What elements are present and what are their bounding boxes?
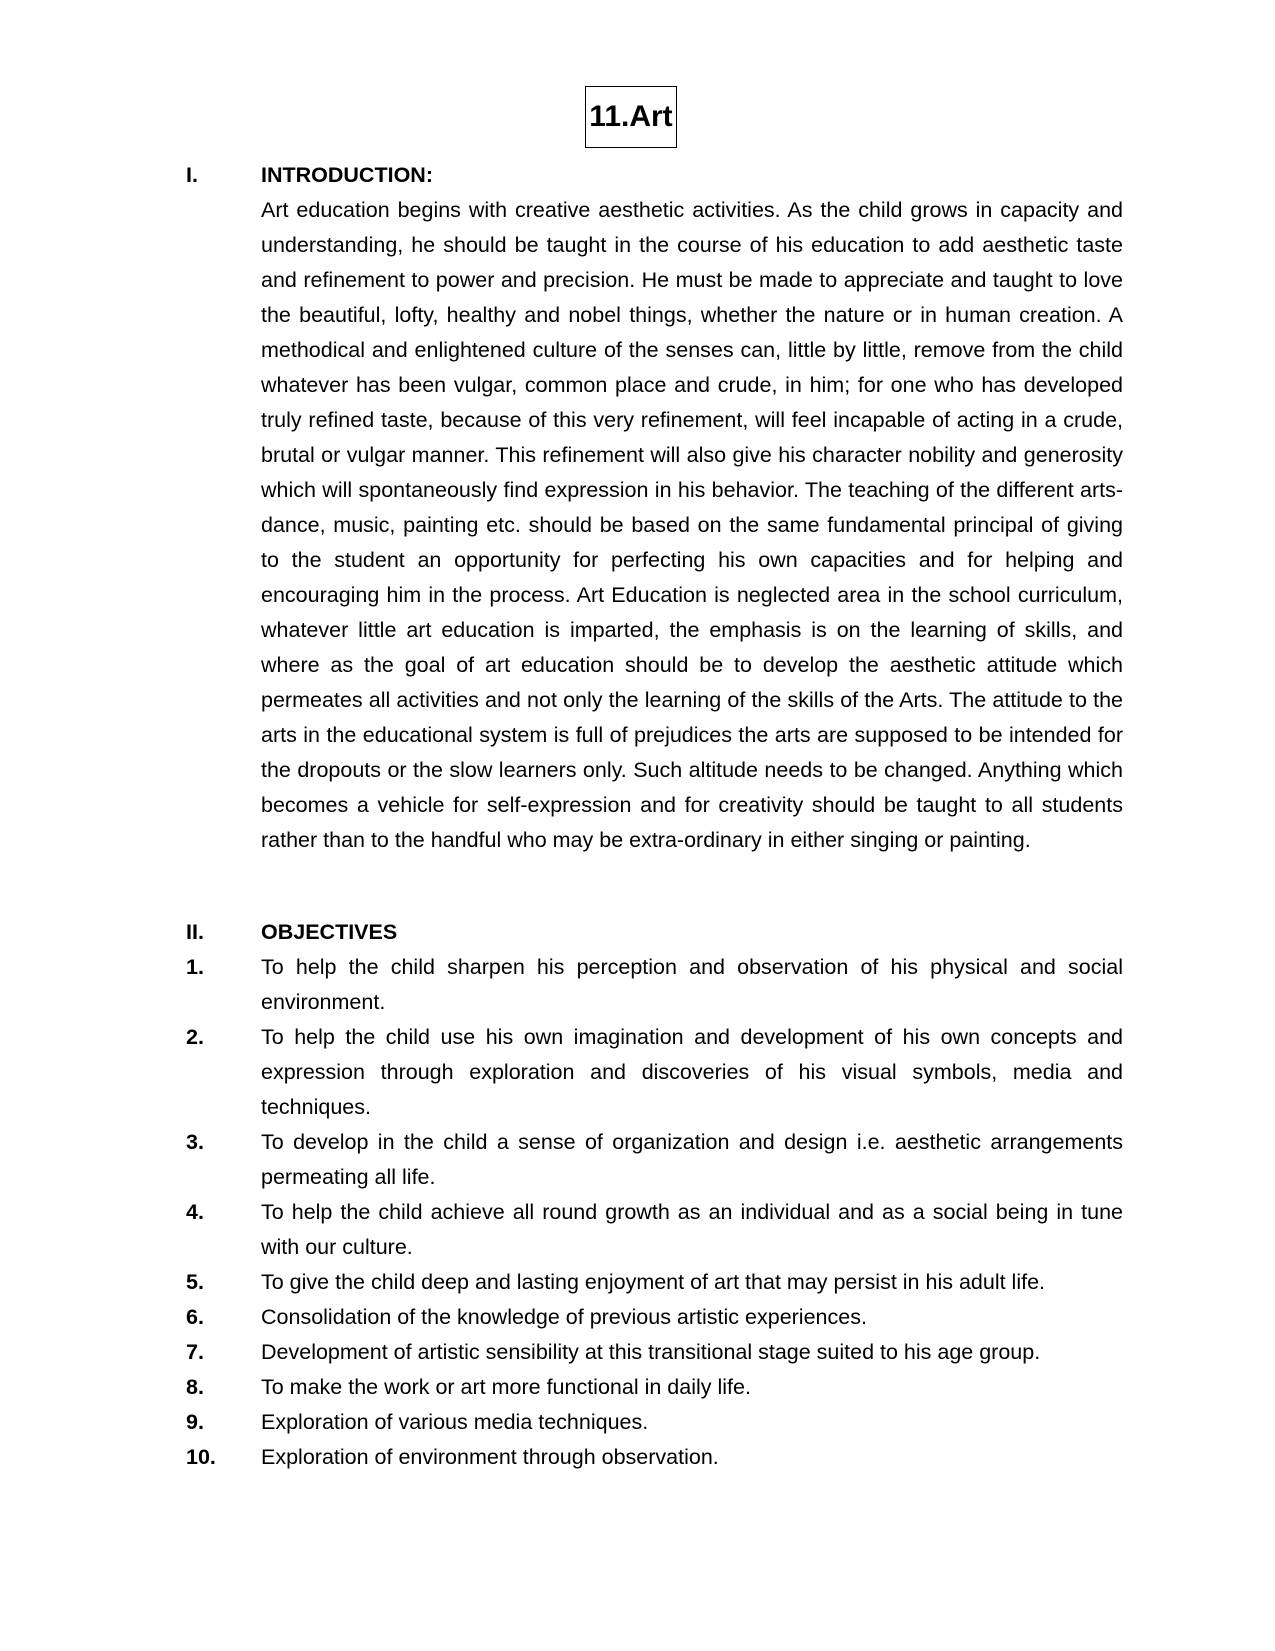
section-heading: INTRODUCTION:: [261, 163, 433, 187]
list-text: Consolidation of the knowledge of previous artistic experiences.: [261, 1305, 867, 1329]
list-text: To make the work or art more functional in daily life.: [261, 1375, 751, 1399]
list-text: Exploration of environment through observation.: [261, 1445, 719, 1469]
list-text: To give the child deep and lasting enjoyment of art that may persist in his adult life.: [261, 1270, 1045, 1294]
section-marker: I.: [186, 163, 198, 187]
list-number: 2.: [186, 1025, 204, 1049]
list-number: 6.: [186, 1305, 204, 1329]
intro-paragraph: Art education begins with creative aesthetic activities. As the child grows in capacity and understanding, he should be taught in the course of his education to add aesthetic taste and refinement to power and precision. He must be made to appreciate and taught to love the beautiful, lofty, healthy and nobel things, whether the nature or in human creation. A methodical and enlightened culture of the senses can, little by little, remove from the child whatever has been vulgar, common place and crude, in him; for one who has developed truly refined taste, because of this very refinement, will feel incapable of acting in a crude, brutal or vulgar manner. This refinement will also give his character nobility and generosity which will spontaneously find expression in his behavior. The teaching of the different arts-dance, music, painting etc. should be based on the same fundamental principal of giving to the student an opportunity for perfecting his own capacities and for helping and encouraging him in the process. Art Education is neglected area in the school curriculum, whatever little art education is imparted, the emphasis is on the learning of skills, and where as the goal of art education should be to develop the aesthetic attitude which permeates all activities and not only the learning of the skills of the Arts. The attitude to the arts in the educational system is full of prejudices the arts are supposed to be intended for the dropouts or the slow learners only. Such altitude needs to be changed. Anything which becomes a vehicle for self-expression and for creativity should be taught to all students rather than to the handful who may be extra-ordinary in either singing or painting.: [261, 198, 1123, 852]
list-text: To help the child sharpen his perception and observation of his physical and social environment.: [261, 955, 1123, 1014]
list-number: 7.: [186, 1340, 204, 1364]
list-text: To develop in the child a sense of organization and design i.e. aesthetic arrangements permeating all life.: [261, 1130, 1123, 1189]
list-number: 9.: [186, 1410, 204, 1434]
section-heading: OBJECTIVES: [261, 920, 398, 944]
list-number: 10.: [186, 1445, 216, 1469]
list-text: To help the child use his own imagination and development of his own concepts and expression through exploration and discoveries of his visual symbols, media and techniques.: [261, 1025, 1123, 1119]
list-number: 8.: [186, 1375, 204, 1399]
list-number: 4.: [186, 1200, 204, 1224]
list-number: 3.: [186, 1130, 204, 1154]
section-marker: II.: [186, 920, 204, 944]
list-number: 1.: [186, 955, 204, 979]
list-number: 5.: [186, 1270, 204, 1294]
list-text: Development of artistic sensibility at this transitional stage suited to his age group.: [261, 1340, 1041, 1364]
list-text: Exploration of various media techniques.: [261, 1410, 649, 1434]
list-text: To help the child achieve all round growth as an individual and as a social being in tune with our culture.: [261, 1200, 1123, 1259]
page-title: 11.Art: [585, 86, 677, 148]
